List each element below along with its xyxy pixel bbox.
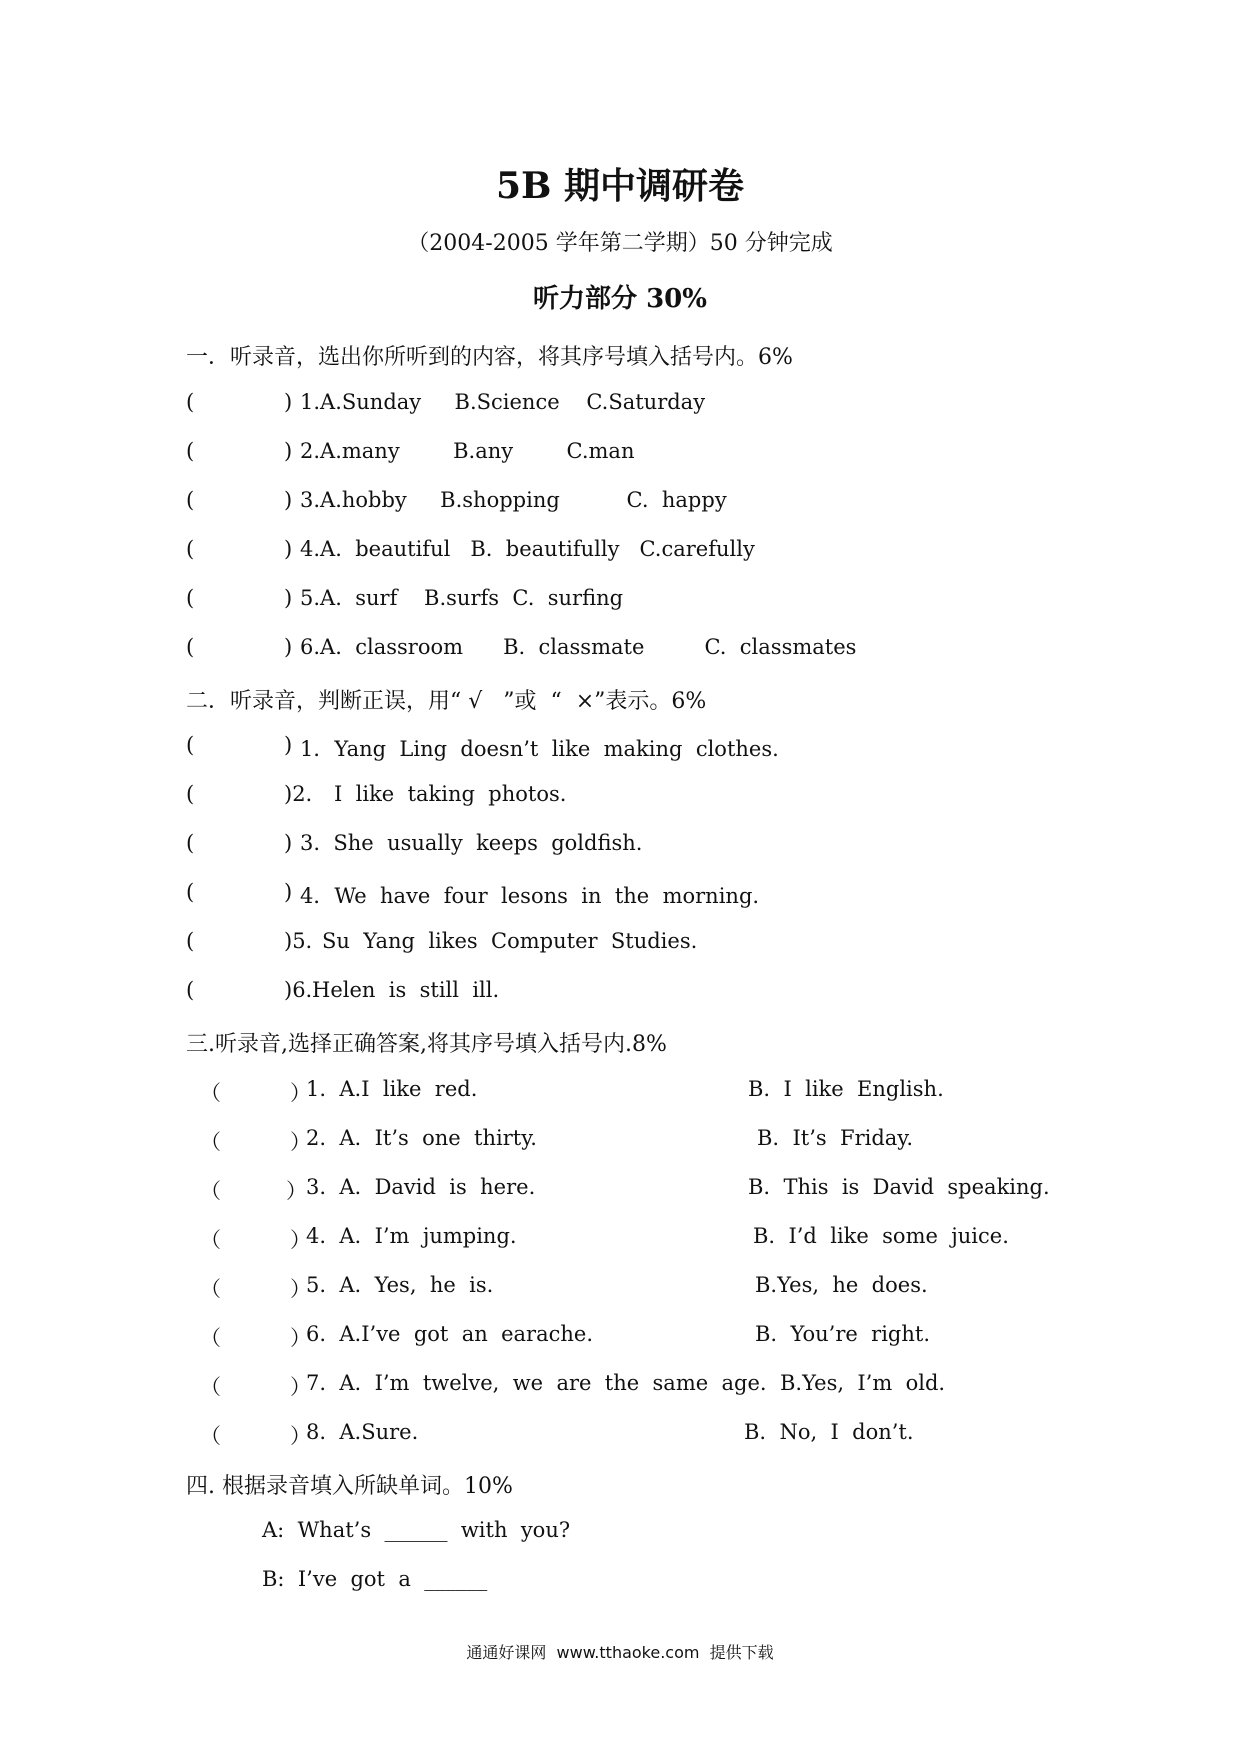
answer-bracket-close: )	[284, 488, 293, 512]
list-item: 3.A.hobby B.shopping C. happy	[300, 488, 727, 512]
answer-bracket-open: （	[200, 1424, 221, 1448]
answer-bracket-open: (	[186, 929, 195, 953]
answer-bracket-close: )	[284, 635, 293, 659]
option-b: B. I like English.	[748, 1077, 944, 1101]
answer-bracket-close: )	[284, 831, 293, 855]
option-a: 8. A.Sure.	[306, 1420, 419, 1444]
answer-bracket-open: （	[200, 1326, 221, 1350]
list-item: Su Yang likes Computer Studies.	[322, 929, 698, 953]
answer-bracket-open: (	[186, 831, 195, 855]
dialogue-line: A: What’s ______ with you?	[262, 1518, 571, 1542]
option-b: B.Yes, he does.	[755, 1273, 928, 1297]
answer-bracket-close: ）	[290, 1375, 311, 1399]
answer-bracket-open: （	[200, 1081, 221, 1105]
answer-bracket-close: )	[284, 390, 293, 414]
answer-bracket-close: )5.	[284, 929, 313, 953]
answer-bracket-open: （	[200, 1130, 221, 1154]
answer-bracket-open: (	[186, 488, 195, 512]
answer-bracket-close: ）	[286, 1179, 307, 1203]
answer-bracket-close: ）	[290, 1326, 311, 1350]
answer-bracket-open: （	[200, 1228, 221, 1252]
answer-bracket-open: （	[200, 1179, 221, 1203]
section1-heading: 一．听录音，选出你所听到的内容，将其序号填入括号内。6%	[186, 345, 793, 370]
option-a: 5. A. Yes, he is.	[306, 1273, 494, 1297]
list-item: 5.A. surf B.surfs C. surfing	[300, 586, 624, 610]
answer-bracket-close: )	[284, 733, 293, 757]
section2-heading: 二．听录音，判断正误，用“ √ ”或 “ ×”表示。6%	[186, 689, 707, 714]
option-b: B. I’d like some juice.	[753, 1224, 1009, 1248]
answer-bracket-close: )6.	[284, 978, 313, 1002]
answer-bracket-close: ）	[290, 1130, 311, 1154]
option-a: 7. A. I’m twelve, we are the same age.	[306, 1371, 767, 1395]
answer-bracket-open: (	[186, 782, 195, 806]
answer-bracket-open: (	[186, 439, 195, 463]
option-a: 4. A. I’m jumping.	[306, 1224, 517, 1248]
answer-bracket-open: (	[186, 537, 195, 561]
option-a: 2. A. It’s one thirty.	[306, 1126, 537, 1150]
option-b: B. You’re right.	[755, 1322, 930, 1346]
answer-bracket-open: (	[186, 635, 195, 659]
answer-bracket-close: ）	[290, 1081, 311, 1105]
option-a: 6. A.I’ve got an earache.	[306, 1322, 594, 1346]
answer-bracket-close: ）	[290, 1424, 311, 1448]
option-b: B. It’s Friday.	[757, 1126, 914, 1150]
option-b: B.Yes, I’m old.	[780, 1371, 946, 1395]
option-a: 3. A. David is here.	[306, 1175, 536, 1199]
answer-bracket-close: )	[284, 537, 293, 561]
answer-bracket-open: （	[200, 1277, 221, 1301]
answer-bracket-close: )	[284, 880, 293, 904]
list-item: 3. She usually keeps goldfish.	[300, 831, 643, 855]
dialogue-line: B: I’ve got a ______	[262, 1567, 488, 1591]
option-b: B. This is David speaking.	[748, 1175, 1050, 1199]
list-item: 2.A.many B.any C.man	[300, 439, 635, 463]
option-b: B. No, I don’t.	[744, 1420, 914, 1444]
answer-bracket-open: (	[186, 880, 195, 904]
list-item: 4.A. beautiful B. beautifully C.carefully	[300, 537, 755, 561]
section4-heading: 四. 根据录音填入所缺单词。10%	[186, 1474, 513, 1499]
footer-credit: 通通好课网 www.tthaoke.com 提供下载	[466, 1643, 774, 1662]
page-subtitle: （2004-2005 学年第二学期）50 分钟完成	[407, 231, 833, 256]
answer-bracket-open: (	[186, 978, 195, 1002]
answer-bracket-open: (	[186, 586, 195, 610]
list-item: 4．We have four lesons in the morning.	[300, 884, 760, 908]
list-item: Helen is still ill.	[312, 978, 500, 1002]
section3-heading: 三.听录音,选择正确答案,将其序号填入括号内.8%	[186, 1032, 667, 1057]
page-title: 5B 期中调研卷	[495, 165, 744, 207]
answer-bracket-open: (	[186, 733, 195, 757]
answer-bracket-close: ）	[290, 1228, 311, 1252]
answer-bracket-close: )	[284, 439, 293, 463]
answer-bracket-open: （	[200, 1375, 221, 1399]
answer-bracket-close: )	[284, 586, 293, 610]
list-item: 1．Yang Ling doesn’t like making clothes.	[300, 737, 779, 761]
list-item: 6.A. classroom B. classmate C. classmates	[300, 635, 857, 659]
list-item: I like taking photos.	[334, 782, 567, 806]
answer-bracket-close: )2.	[284, 782, 313, 806]
option-a: 1. A.I like red.	[306, 1077, 478, 1101]
answer-bracket-close: ）	[290, 1277, 311, 1301]
answer-bracket-open: (	[186, 390, 195, 414]
part-title: 听力部分 30%	[533, 284, 707, 314]
list-item: 1.A.Sunday B.Science C.Saturday	[300, 390, 706, 414]
